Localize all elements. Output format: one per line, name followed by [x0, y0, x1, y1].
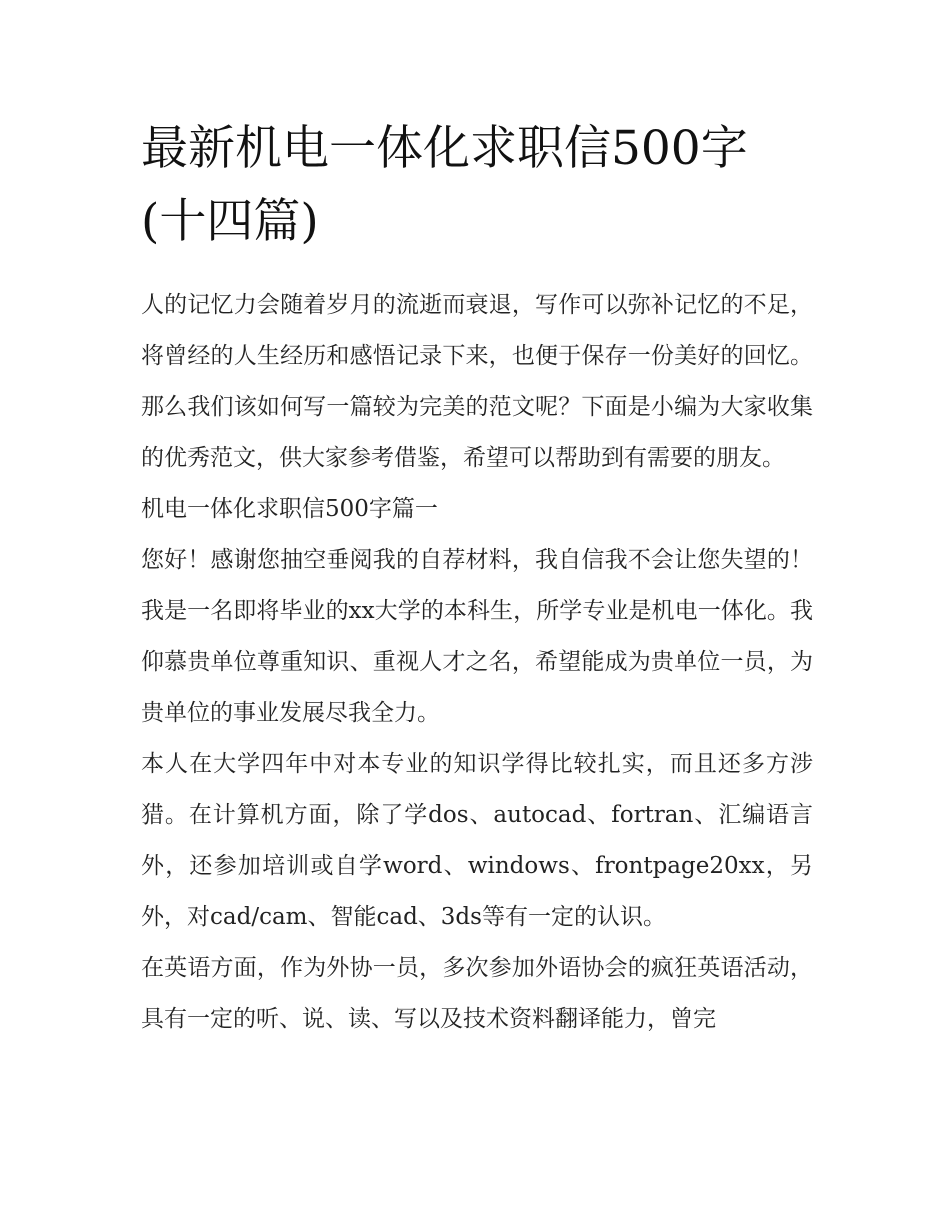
body-paragraph-skills: 本人在大学四年中对本专业的知识学得比较扎实，而且还多方涉猎。在计算机方面，除了学dos、autocad、fortran、汇编语言外，还参加培训或自学word、windows、frontpage20xx，另外，对cad/cam、智能cad、3ds等有一定的认识。 — [141, 751, 813, 930]
title-line-1: 最新机电一体化求职信500字 — [141, 121, 748, 176]
document-title — [141, 112, 813, 258]
body-paragraph-greeting: 您好！感谢您抽空垂阅我的自荐材料，我自信我不会让您失望的！我是一名即将毕业的xx大学的本科生，所学专业是机电一体化。我仰慕贵单位尊重知识、重视人才之名，希望能成为贵单位一员，为贵单位的事业发展尽我全力。 — [141, 547, 813, 726]
title-line-2: (十四篇) — [141, 194, 319, 249]
document-page — [141, 112, 813, 1045]
section-heading: 机电一体化求职信500字篇一 — [141, 496, 438, 522]
body-paragraph-english: 在英语方面，作为外协一员，多次参加外语协会的疯狂英语活动，具有一定的听、说、读、写以及技术资料翻译能力，曾完 — [141, 955, 813, 1032]
intro-paragraph: 人的记忆力会随着岁月的流逝而衰退，写作可以弥补记忆的不足，将曾经的人生经历和感悟记录下来，也便于保存一份美好的回忆。那么我们该如何写一篇较为完美的范文呢？下面是小编为大家收集的优秀范文，供大家参考借鉴，希望可以帮助到有需要的朋友。 — [141, 292, 813, 471]
